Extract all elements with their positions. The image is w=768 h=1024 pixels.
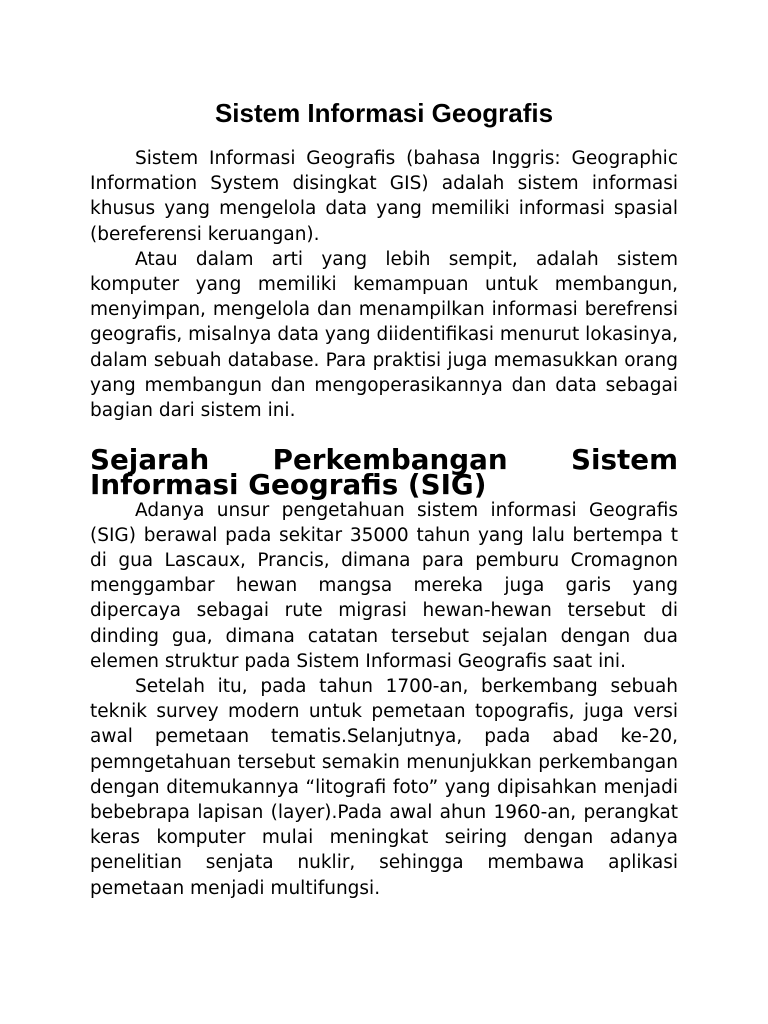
document-title: Sistem Informasi Geografis: [214, 98, 554, 128]
section-heading: Sejarah Perkembangan Sistem Informasi Geografis (SIG): [90, 443, 678, 502]
document-page: [90, 96, 678, 901]
intro-paragraph-1: Sistem Informasi Geografis (bahasa Inggris: Geographic Information System disingkat GIS) adalah sistem informasi khusus yang mengelola data yang memiliki informasi spasial (bereferensi keruangan).: [90, 148, 678, 245]
intro-paragraph-2: Atau dalam arti yang lebih sempit, adalah sistem komputer yang memiliki kemampuan untuk membangun, menyimpan, mengelola dan menampilkan informasi berefrensi geografis, misalnya data yang diidentifikasi menurut lokasinya, dalam sebuah database. Para praktisi juga memasukkan orang yang membangun dan mengoperasikannya dan data sebagai bagian dari sistem ini.: [90, 248, 679, 422]
section-paragraph-1: Adanya unsur pengetahuan sistem informasi Geografis (SIG) berawal pada sekitar 35000 tahun yang lalu bertempa t di gua Lascaux, Prancis, dimana para pemburu Cromagnon menggambar hewan mangsa mereka juga garis yang dipercaya sebagai rute migrasi hewan-hewan tersebut di dinding gua, dimana catatan tersebut sejalan dengan dua elemen struktur pada Sistem Informasi Geografis saat ini.: [90, 499, 678, 672]
section-paragraph-2: Setelah itu, pada tahun 1700-an, berkembang sebuah teknik survey modern untuk pemetaan topografis, juga versi awal pemetaan tematis.Selanjutnya, pada abad ke-20, pemngetahuan tersebut semakin menunjukkan perkembangan dengan ditemukannya “litografi foto” yang dipisahkan menjadi bebebrapa lapisan (layer).Pada awal ahun 1960-an, perangkat keras komputer mulai meningkat seiring dengan adanya penelitian senjata nuklir, sehingga membawa aplikasi pemetaan menjadi multifungsi.: [90, 676, 678, 899]
